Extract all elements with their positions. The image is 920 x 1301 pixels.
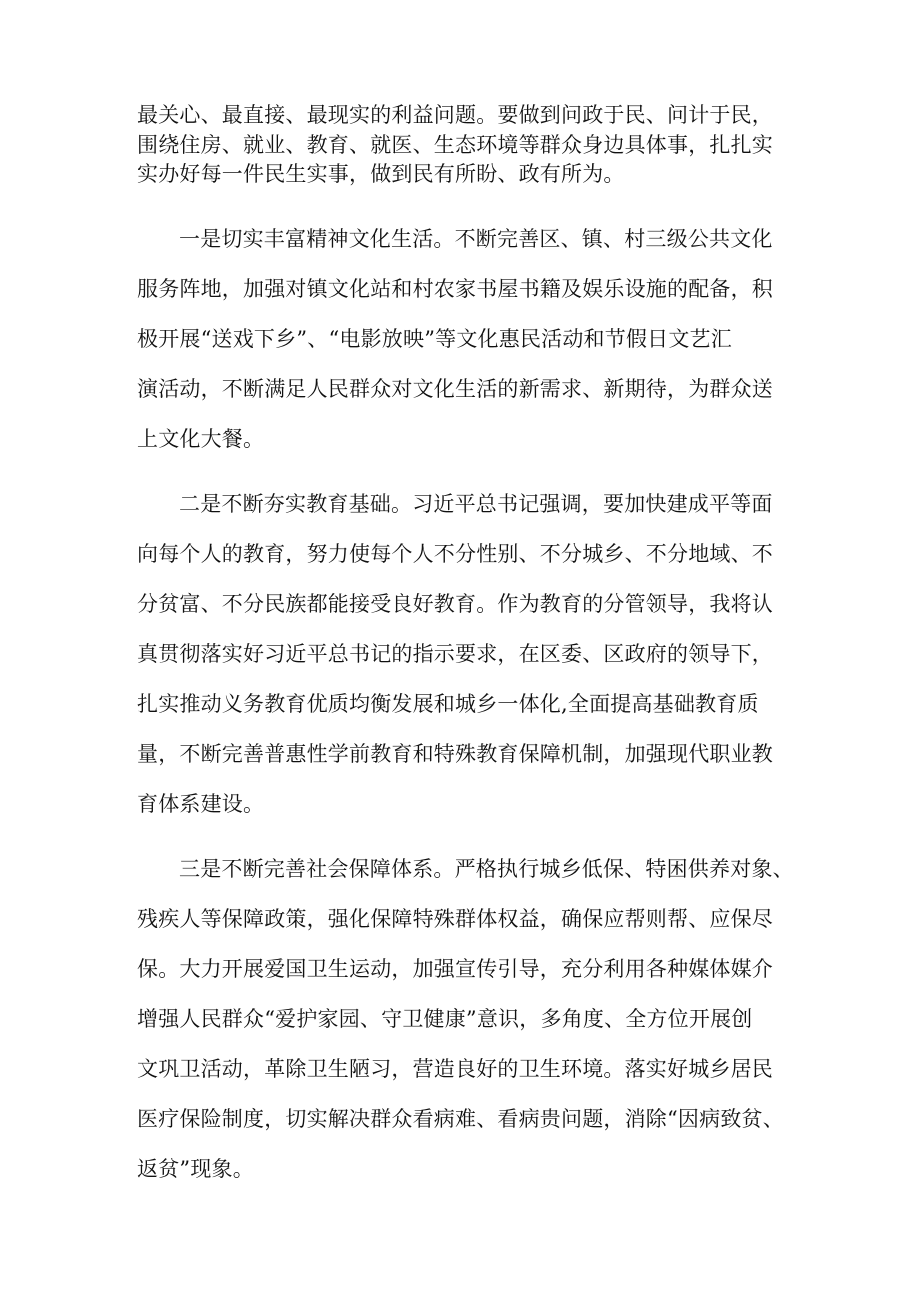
- text-line: 极开展“送戏下乡”、“电影放映”等文化惠民活动和节假日文艺汇: [137, 327, 732, 351]
- text-line: 医疗保险制度，切实解决群众看病难、看病贵问题，消除“因病致贫、: [137, 1107, 784, 1131]
- text-line: 残疾人等保障政策，强化保障特殊群体权益，确保应帮则帮、应保尽: [137, 907, 773, 931]
- text-line: 量，不断完善普惠性学前教育和特殊教育保障机制，加强现代职业教: [137, 742, 773, 766]
- text-line: 一是切实丰富精神文化生活。不断完善区、镇、村三级公共文化: [179, 227, 773, 251]
- text-line: 服务阵地，加强对镇文化站和村农家书屋书籍及娱乐设施的配备，积: [137, 277, 773, 301]
- text-line: 增强人民群众“爱护家园、守卫健康”意识，多角度、全方位开展创: [137, 1007, 753, 1031]
- text-line: 返贫”现象。: [137, 1157, 254, 1181]
- text-line: 文巩卫活动，革除卫生陋习，营造良好的卫生环境。落实好城乡居民: [137, 1057, 773, 1081]
- text-line: 向每个人的教育，努力使每个人不分性别、不分城乡、不分地域、不: [137, 542, 773, 566]
- text-line: 真贯彻落实好习近平总书记的指示要求，在区委、区政府的领导下，: [137, 642, 773, 666]
- text-line: 保。大力开展爱国卫生运动，加强宣传引导，充分利用各种媒体媒介: [137, 957, 773, 981]
- text-line: 分贫富、不分民族都能接受良好教育。作为教育的分管领导，我将认: [137, 592, 773, 616]
- text-line: 三是不断完善社会保障体系。严格执行城乡低保、特困供养对象、: [179, 857, 794, 881]
- text-line: 围绕住房、就业、教育、就医、生态环境等群众身边具体事，扎扎实: [137, 133, 773, 157]
- text-line: 扎实推动义务教育优质均衡发展和城乡一体化,全面提高基础教育质: [137, 692, 759, 716]
- text-line: 育体系建设。: [137, 792, 265, 816]
- text-line: 演活动，不断满足人民群众对文化生活的新需求、新期待，为群众送: [137, 377, 773, 401]
- text-line: 上文化大餐。: [137, 427, 265, 451]
- text-line: 二是不断夯实教育基础。习近平总书记强调，要加快建成平等面: [179, 492, 773, 516]
- text-line: 最关心、最直接、最现实的利益问题。要做到问政于民、问计于民，: [137, 103, 773, 127]
- text-line: 实办好每一件民生实事，做到民有所盼、政有所为。: [137, 162, 625, 186]
